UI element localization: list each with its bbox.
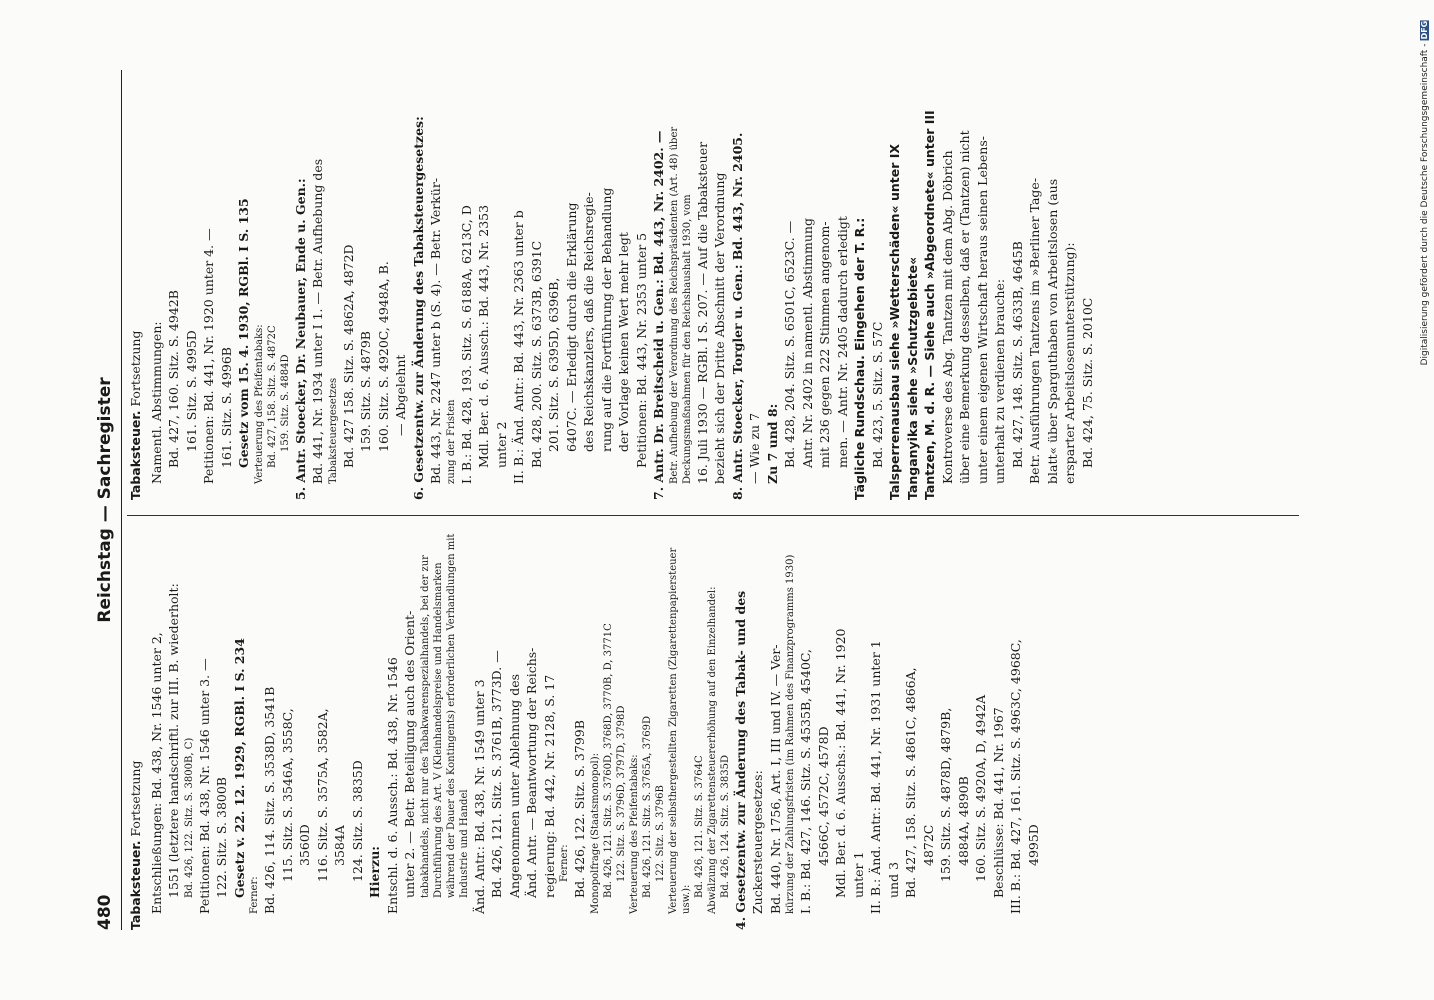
rotated-page [87, 70, 1307, 930]
left-line: regierung: Bd. 442, Nr. 2128, S. 17 [541, 674, 557, 898]
left-line: Mdl. Ber. d. 6. Ausschs.: Bd. 441, Nr. 1920 [833, 628, 848, 898]
left-line: Angenommen unter Ablehnung des [506, 673, 522, 898]
left-line: III. B.: Bd. 427, 161. Sitz. S. 4963C, 4968C, [1008, 639, 1023, 914]
left-line: 159. Sitz. S. 4878D, 4879B, [938, 707, 953, 882]
left-line: 115. Sitz. S. 3546A, 3558C, [279, 708, 295, 882]
right-line: Antr. Nr. 2402 in namentl. Abstimmung [799, 218, 815, 468]
right-line: mit 236 gegen 222 Stimmen angenom- [817, 221, 832, 468]
left-line: 160. Sitz. S. 4920A, D, 4942A [973, 694, 988, 882]
right-line: unter einem eigenen Wirtschaft heraus seinen Lebens- [974, 136, 990, 484]
left-line: 4. Gesetzentw. zur Änderung des Tabak- und des [732, 590, 748, 930]
left-line: Ferner: [559, 844, 570, 882]
left-line: 4566C, 4572C, 4578D [815, 726, 831, 866]
dfg-logo: DFG [1420, 21, 1429, 40]
left-line: 3584A [332, 825, 347, 866]
right-line: Verteuerung des Pfeifentabaks: [253, 324, 265, 484]
right-line: ersparter Arbeitslosenunterstützung): [1062, 242, 1077, 484]
left-line: und 3 [885, 861, 901, 898]
left-line: Verteuerung des Pfeifentabaks: [628, 754, 640, 914]
left-line: Verteuerung der selbsthergestellten Zigaretten (Zigarettenpapiersteuer usw.): [667, 547, 692, 914]
left-line: I. B.: Bd. 427, 146. Sitz. S. 4535B, 4540C, [798, 648, 813, 914]
left-line: 122. Sitz. S. 3796D, 3797D, 3798D [615, 705, 627, 882]
left-line: Bd. 426, 122. Sitz. S. 3799B [572, 720, 587, 898]
left-line: 3560D [297, 824, 312, 866]
left-line: Hierzu: [367, 846, 382, 898]
left-line: Zuckersteuergesetzes: [750, 770, 765, 914]
left-line: 116. Sitz. S. 3575A, 3582A, [314, 708, 330, 882]
right-head: Tabaksteuer. [128, 410, 143, 500]
right-line: — Abgelehnt [393, 354, 408, 436]
right-line: Bd. 443, Nr. 2247 unter b (S. 4). — Betr. Verkür- [428, 177, 443, 484]
left-line: tabakhandels, nicht nur des Tabakwarenspezialhandels, bei der zur Durchführung des Art. V (Kleinhandelspreise und Handelsmarken während der Dauer des Kontingents) erforderlichen Verhandlungen mit Industrie und Handel [419, 533, 470, 898]
right-line: Bd. 428, 204. Sitz. S. 6501C, 6523C. — [782, 220, 797, 468]
right-line: bezieht sich der Dritte Abschnitt der Verordnung [712, 172, 727, 484]
left-line: Bd. 426, 114. Sitz. S. 3538D, 3541B [262, 686, 277, 914]
right-line: unterhalt zu verdienen brauche: [992, 278, 1007, 484]
left-line: Bd. 426, 122. Sitz. S. 3800B, C) [183, 737, 195, 898]
right-line: Bd. 427 158. Sitz. S. 4862A, 4872D [340, 244, 356, 468]
right-line: 5. Antr. Stoecker, Dr. Neubauer, Ende u. Gen.: [292, 178, 308, 500]
right-line: 6. Gesetzentw. zur Änderung des Tabaksteuergesetzes: [410, 116, 426, 500]
left-line: 4872C [920, 824, 936, 866]
left-line: Beschlüsse: Bd. 441, Nr. 1967 [990, 707, 1006, 898]
right-line: 161. Sitz. S. 4996B [218, 347, 234, 468]
right-line: Mdl. Ber. d. 6. Aussch.: Bd. 443, Nr. 2353 [476, 204, 491, 468]
right-line: 6407C. — Erledigt durch die Erklärung [563, 202, 579, 452]
right-line: Tabaksteuergesetzes [327, 377, 339, 484]
left-line: Bd. 426, 124. Sitz. S. 3835D [719, 754, 731, 898]
right-line: 16. Juli 1930 — RGBl. I S. 207. — Auf die Tabaksteuer [694, 141, 710, 484]
left-line: Änd. Antr.: Bd. 438, Nr. 1549 unter 3 [471, 679, 487, 914]
right-column [127, 100, 1096, 500]
right-line: rung auf die Fortführung der Behandlung [598, 187, 614, 452]
right-line: II. B.: Änd. Antr.: Bd. 443, Nr. 2363 unter b [511, 210, 526, 484]
right-line: über eine Bemerkung desselben, daß er (Tantzen) nicht [957, 130, 972, 484]
right-line: 159. Sitz. S. 4879B [358, 331, 373, 452]
right-line: men. — Antr. Nr. 2405 dadurch erledigt [834, 216, 850, 468]
left-line: 4995D [1025, 824, 1041, 866]
right-line: des Reichskanzlers, daß die Reichsregie- [581, 192, 596, 452]
right-line: 8. Antr. Stoecker, Torgler u. Gen.: Bd. 443, Nr. 2405. [729, 132, 745, 500]
right-line: Zu 7 und 8: [764, 403, 780, 484]
left-line: kürzung der Zahlungsfristen (im Rahmen des Finanzprogramms 1930) [785, 554, 796, 914]
right-line: blatt« über Sparguthaben von Arbeitslosen (aus [1044, 178, 1060, 484]
right-line: 159. Sitz. S. 4884D [279, 354, 291, 452]
right-line: Tantzen, M. d. R. — Siehe auch »Abgeordnete« unter III [922, 110, 937, 500]
right-lines [148, 100, 1097, 500]
right-line: zung der Fristen [445, 399, 457, 484]
left-head: Tabaksteuer. [128, 840, 143, 930]
left-line: 4884A, 4890B [955, 776, 971, 866]
right-line: 160. Sitz. S. 4920C, 4948A, B. [375, 261, 391, 452]
left-line: Abwälzung der Zigarettensteuererhöhung auf den Einzelhandel: [706, 586, 718, 914]
left-column [127, 530, 1042, 930]
right-line: Bd. 427, 160. Sitz. S. 4942B [166, 290, 181, 468]
right-line: Bd. 427, 148. Sitz. S. 4633B, 4645B [1009, 241, 1025, 468]
page-title: Reichstag — Sachregister [95, 377, 115, 623]
left-head-cont: Fortsetzung [128, 760, 143, 837]
left-lines [148, 530, 1043, 930]
left-line: Entschließungen: Bd. 438, Nr. 1546 unter 2, [148, 632, 164, 914]
right-line: 7. Antr. Dr. Breitscheid u. Gen.: Bd. 443, Nr. 2402. — [651, 130, 666, 500]
page-number: 480 [95, 894, 115, 930]
left-line: Ferner: [249, 876, 260, 914]
credit-label: Digitalisierung gefördert durch die Deutsche Forschungsgemeinschaft - [1420, 43, 1430, 366]
right-line: Bd. 427, 158. Sitz. S. 4872C [266, 325, 278, 468]
credit-text [1420, 20, 1430, 365]
right-line: Bd. 428, 200. Sitz. S. 6373B, 6391C [528, 240, 544, 468]
left-line: Bd. 426, 121. Sitz. S. 3765A, 3769D [641, 715, 653, 898]
right-line: Petitionen: Bd. 443, Nr. 2353 unter 5 [633, 232, 649, 468]
left-line: Entschl. d. 6. Aussch.: Bd. 438, Nr. 1546 [384, 657, 400, 914]
left-line: unter 1 [850, 851, 866, 898]
left-line: Gesetz v. 22. 12. 1929, RGBl. I S. 234 [231, 638, 247, 898]
right-line: I. B.: Bd. 428, 193. Sitz. S. 6188A, 6213C, D [458, 205, 474, 484]
right-line: 161. Sitz. S. 4995D [183, 330, 199, 452]
left-line: 122. Sitz. S. 3800B [214, 777, 229, 898]
right-line: Bd. 423, 5. Sitz. S. 57C [869, 321, 885, 468]
right-line: Kontroverse des Abg. Tantzen mit dem Abg. Döbrich [939, 150, 955, 484]
right-line: Talsperrenausbau siehe »Wetterschäden« unter IX [887, 143, 902, 500]
left-line: Bd. 426, 121. Sitz. S. 3760D, 3768D, 3770B, D, 3771C [602, 623, 614, 898]
right-line: Bd. 424, 75. Sitz. S. 2010C [1079, 297, 1095, 468]
right-line: Tägliche Rundschau. Eingehen der T. R.: [852, 217, 867, 500]
left-line: Änd. Antr. — Beantwortung der Reichs- [524, 647, 539, 898]
left-line: unter 2. — Betr. Beteiligung auch des Orient- [402, 610, 417, 898]
right-line: Betr. Aufhebung der Verordnung des Reichspräsidenten (Art. 48) über Deckungsmaßnahmen für den Reichshaushalt 1930, vom [668, 126, 693, 484]
right-line: Namentl. Abstimmungen: [148, 321, 164, 484]
page-header [95, 70, 122, 930]
left-line: Monopolfrage (Staatsmonopol): [589, 753, 601, 914]
credit-sidebar [1404, 0, 1434, 1000]
right-line: — Wie zu 7 [747, 412, 762, 484]
left-line: 124. Sitz. S. 3835D [349, 760, 365, 882]
right-line: Gesetz vom 15. 4. 1930, RGBl. I S. 135 [236, 198, 251, 468]
left-line: 122. Sitz. S. 3796B [654, 785, 666, 882]
right-line: Petitionen: Bd. 441, Nr. 1920 unter 4. — [201, 228, 216, 484]
right-line: 201. Sitz. S. 6395D, 6396B, [546, 277, 561, 452]
left-line: II. B.: Änd. Antr.: Bd. 441, Nr. 1931 unter 1 [868, 640, 883, 914]
left-line: 1551 (letztere handschriftl. zur III. B. wiederholt: [166, 583, 181, 898]
left-line: Bd. 427, 158. Sitz. S. 4861C, 4866A, [903, 667, 918, 898]
left-line: Bd. 426, 121. Sitz. S. 3764C [693, 755, 705, 898]
right-line: Tanganyika siehe »Schutzgebiete« [904, 256, 920, 500]
right-line: Bd. 441, Nr. 1934 unter I 1. — Betr. Aufhebung des [310, 158, 325, 484]
left-line: Bd. 440, Nr. 1756, Art. I, III und IV. — Ver- [767, 644, 783, 914]
column-divider [127, 515, 1299, 516]
right-line: der Vorlage keinen Wert mehr legt [616, 232, 631, 452]
right-head-cont: Fortsetzung [128, 330, 143, 407]
left-line: Bd. 426, 121. Sitz. S. 3761B, 3773D. — [489, 650, 504, 898]
left-line: Petitionen: Bd. 438, Nr. 1546 unter 3. — [196, 658, 212, 914]
right-line: Betr. Ausführungen Tantzens im »Berliner Tage- [1027, 177, 1042, 484]
right-line: unter 2 [493, 421, 509, 468]
